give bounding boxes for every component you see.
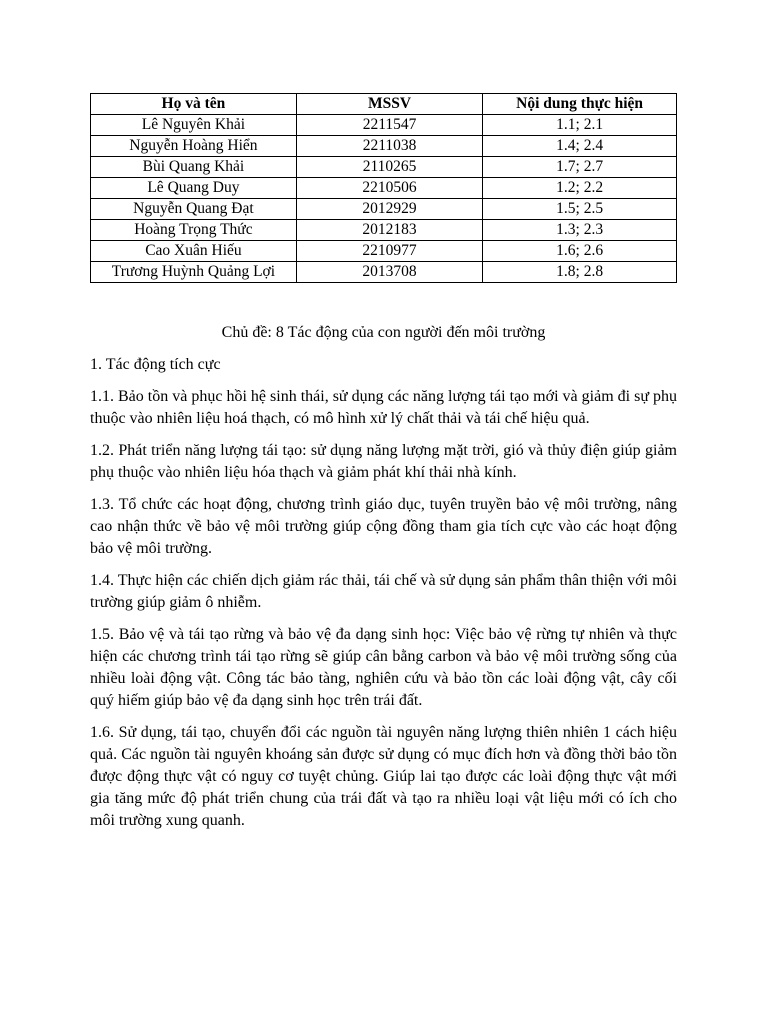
table-row (91, 220, 677, 241)
cell-student-id: 2211038 (296, 136, 482, 157)
cell-student-id: 2012183 (296, 220, 482, 241)
cell-name: Lê Nguyên Khải (91, 115, 297, 136)
section-heading: 1. Tác động tích cực (90, 356, 221, 373)
cell-task: 1.6; 2.6 (483, 241, 677, 262)
header-student-id: MSSV (296, 94, 482, 115)
cell-student-id: 2110265 (296, 157, 482, 178)
table-row (91, 178, 677, 199)
cell-task: 1.4; 2.4 (483, 136, 677, 157)
cell-student-id: 2012929 (296, 199, 482, 220)
cell-student-id: 2013708 (296, 262, 482, 283)
header-task: Nội dung thực hiện (483, 94, 677, 115)
topic-title: Chủ đề: 8 Tác động của con người đến môi trường (221, 324, 546, 341)
cell-student-id: 2210977 (296, 241, 482, 262)
paragraph-1-4: 1.4. Thực hiện các chiến dịch giảm rác thải, tái chế và sử dụng sản phẩm thân thiện với môi trường giúp giảm ô nhiễm. (90, 572, 677, 611)
cell-name: Hoàng Trọng Thức (91, 220, 297, 241)
cell-task: 1.2; 2.2 (483, 178, 677, 199)
cell-name: Nguyễn Hoàng Hiển (91, 136, 297, 157)
table-header-row (91, 94, 677, 115)
cell-name: Nguyễn Quang Đạt (91, 199, 297, 220)
cell-name: Lê Quang Duy (91, 178, 297, 199)
cell-student-id: 2211547 (296, 115, 482, 136)
table-row (91, 241, 677, 262)
paragraph-1-6: 1.6. Sử dụng, tái tạo, chuyển đổi các nguồn tài nguyên năng lượng thiên nhiên 1 cách hiệu quả. Các nguồn tài nguyên khoáng sản được sử dụng có mục đích hơn và đồng thời bảo tồn được động thực vật có nguy cơ tuyệt chủng. Giúp lai tạo được các loài động thực vật mới gia tăng mức độ phát triển chung của trái đất và tạo ra nhiều loại vật liệu mới có ích cho môi trường xung quanh. (90, 724, 677, 829)
paragraph-1-1: 1.1. Bảo tồn và phục hồi hệ sinh thái, sử dụng các năng lượng tái tạo mới và giảm đi sự phụ thuộc vào nhiên liệu hoá thạch, có mô hình xử lý chất thải và tái chế hiệu quả. (90, 388, 677, 427)
cell-task: 1.5; 2.5 (483, 199, 677, 220)
paragraph-1-3: 1.3. Tổ chức các hoạt động, chương trình giáo dục, tuyên truyền bảo vệ môi trường, nâng cao nhận thức về bảo vệ môi trường giúp cộng đồng tham gia tích cực vào các hoạt động bảo vệ môi trường. (90, 496, 677, 557)
cell-name: Bùi Quang Khải (91, 157, 297, 178)
table-row (91, 199, 677, 220)
table-row (91, 136, 677, 157)
paragraph-1-5: 1.5. Bảo vệ và tái tạo rừng và bảo vệ đa dạng sinh học: Việc bảo vệ rừng tự nhiên và thực hiện các chương trình tái tạo rừng sẽ giúp cân bằng carbon và bảo vệ môi trường sống của nhiều loài động vật. Công tác bảo tàng, nghiên cứu và bảo tồn các loài động vật, cây cối quý hiếm giúp bảo vệ đa dạng sinh học trên trái đất. (90, 626, 677, 709)
table-row (91, 262, 677, 283)
member-table (90, 93, 677, 283)
paragraph-1-2: 1.2. Phát triển năng lượng tái tạo: sử dụng năng lượng mặt trời, gió và thủy điện giúp giảm phụ thuộc vào nhiên liệu hóa thạch và giảm phát khí thải nhà kính. (90, 442, 677, 481)
header-name: Họ và tên (91, 94, 297, 115)
cell-student-id: 2210506 (296, 178, 482, 199)
cell-task: 1.7; 2.7 (483, 157, 677, 178)
table-row (91, 115, 677, 136)
cell-name: Trương Huỳnh Quảng Lợi (91, 262, 297, 283)
cell-task: 1.8; 2.8 (483, 262, 677, 283)
table-row (91, 157, 677, 178)
cell-name: Cao Xuân Hiếu (91, 241, 297, 262)
cell-task: 1.1; 2.1 (483, 115, 677, 136)
document-body (90, 354, 677, 842)
cell-task: 1.3; 2.3 (483, 220, 677, 241)
